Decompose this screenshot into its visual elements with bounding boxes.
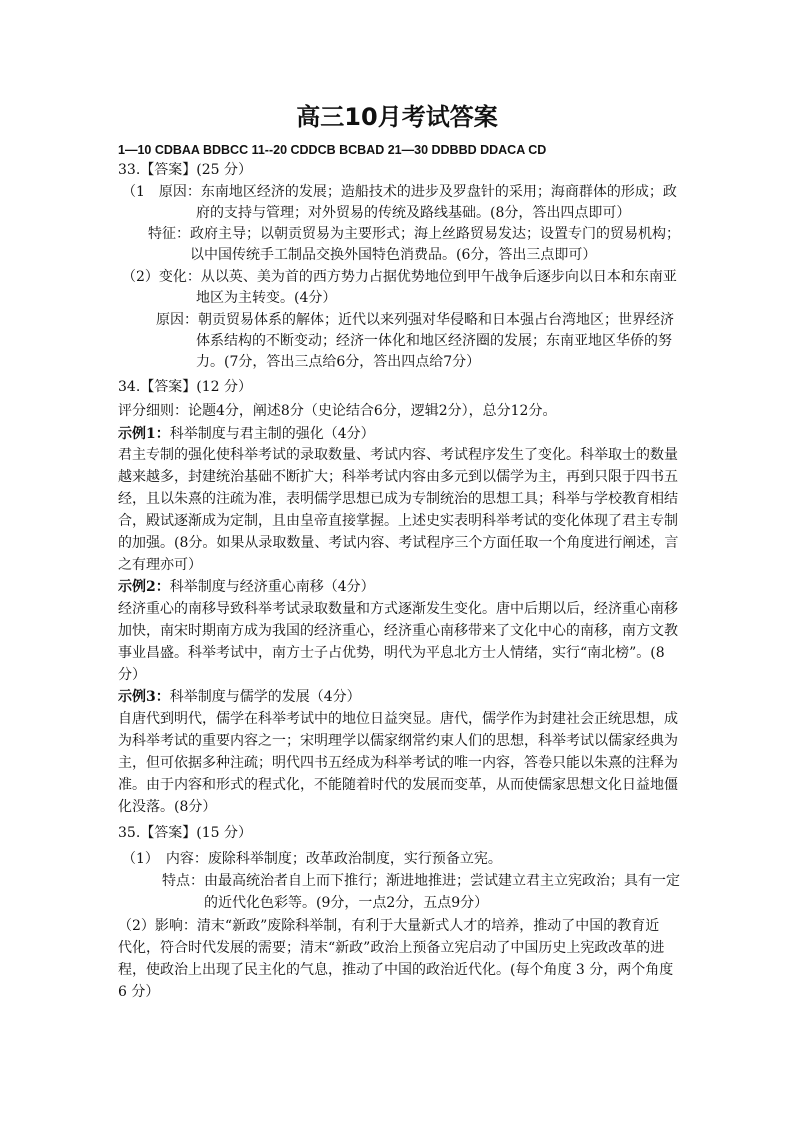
q33-line: 特征：政府主导；以朝贡贸易为主要形式；海上丝路贸易发达；设置专门的贸易机构；: [148, 226, 680, 242]
q34-example2-line: 经济重心的南移导致科举考试录取数量和方式逐渐发生变化。唐中后期以后，经济重心南移: [118, 601, 678, 617]
q35-line: （2）影响：清末“新政”废除科举制，有利于大量新式人才的培养，推动了中国的教育近: [118, 918, 660, 934]
q33-line: 力。(7分，答出三点给6分，答出四点给7分）: [196, 354, 481, 370]
example3-label: 示例3：: [118, 689, 170, 705]
multiple-choice-answer-key: 1—10 CDBAA BDBCC 11--20 CDDCB BCBAD 21—30 DDBBD DDACA CD: [118, 143, 547, 157]
q34-example1-line: 越来越多，封建统治基础不断扩大；科举考试内容由多元到以儒学为主，再到只限于四书五: [118, 469, 678, 485]
q35-line: 的近代化色彩等。(9分，一点2分，五点9分）: [204, 895, 489, 911]
q34-heading: 34.【答案】(12 分）: [118, 379, 252, 395]
q34-example2-line: 事业昌盛。科举考试中，南方士子占优势，明代为平息北方士人情绪，实行“南北榜”。(8: [118, 645, 665, 661]
q34-example3-line: 化没落。(8分）: [118, 799, 217, 815]
q35-line: 代化，符合时代发展的需要；清末“新政”政治上预备立宪启动了中国历史上宪政改革的进: [118, 940, 665, 956]
q34-example2-line: 加快，南宋时期南方成为我国的经济重心，经济重心南移带来了文化中心的南移，南方文教: [118, 623, 678, 639]
q33-line: 府的支持与管理；对外贸易的传统及路线基础。(8分，答出四点即可）: [196, 205, 631, 221]
q34-example2-heading: [118, 577, 375, 597]
q34-example1-line: 君主专制的强化使科举考试的录取数量、考试内容、考试程序发生了变化。科举取士的数量: [118, 447, 678, 463]
q35-heading: 35.【答案】(15 分）: [118, 825, 252, 841]
q33-line: 原因：朝贡贸易体系的解体；近代以来列强对华侵略和日本强占台湾地区；世界经济: [156, 312, 674, 328]
q33-heading: 33.【答案】(25 分）: [118, 162, 252, 178]
q34-example1-heading: [118, 424, 375, 444]
q33-line: 以中国传统手工制品交换外国特色消费品。(6分，答出三点即可）: [190, 247, 597, 263]
q33-line: 体系结构的不断变动；经济一体化和地区经济圈的发展；东南亚地区华侨的努: [196, 333, 672, 349]
q34-example3-line: 自唐代到明代，儒学在科举考试中的地位日益突显。唐代，儒学作为封建社会正统思想，成: [118, 711, 678, 727]
example2-label: 示例2：: [118, 579, 170, 595]
example1-label: 示例1：: [118, 426, 170, 442]
example1-title: 科举制度与君主制的强化（4分）: [169, 426, 375, 442]
q35-line: 特点：由最高统治者自上而下推行；渐进地推进；尝试建立君主立宪政治；具有一定: [162, 873, 680, 889]
example3-title: 科举制度与儒学的发展（4分）: [169, 689, 361, 705]
q34-scoring-rules: 评分细则：论题4分，阐述8分（史论结合6分，逻辑2分），总分12分。: [118, 403, 557, 419]
q34-example3-line: 准。由于内容和形式的程式化，不能随着时代的发展而变革，从而使儒家思想文化日益地僵: [118, 777, 678, 793]
q34-example1-line: 的加强。(8分。如果从录取数量、考试内容、考试程序三个方面任取一个角度进行阐述，言: [118, 535, 679, 551]
q35-line: 程，使政治上出现了民主化的气息，推动了中国的政治近代化。(每个角度 3 分，两个角度: [118, 962, 674, 978]
q34-example1-line: 经，且以朱熹的注疏为准，表明儒学思想已成为专制统治的思想工具；科举与学校教育相结: [118, 491, 678, 507]
example2-title: 科举制度与经济重心南移（4分）: [169, 579, 375, 595]
page-title: 高三10月考试答案: [296, 103, 498, 131]
q35-line: 6 分）: [118, 984, 160, 1000]
q34-example3-line: 为科举考试的重要内容之一；宋明理学以儒家纲常约束人们的思想，科举考试以儒家经典为: [118, 733, 678, 749]
q34-example3-heading: [118, 687, 361, 707]
q33-line: 地区为主转变。(4分）: [196, 290, 337, 306]
q33-line: （2）变化：从以英、美为首的西方势力占据优势地位到甲午战争后逐步向以日本和东南亚: [122, 269, 677, 285]
q34-example3-line: 主，但可依据多种注疏；明代四书五经成为科举考试的唯一内容，答卷只能以朱熹的注释为: [118, 755, 678, 771]
q34-example1-line: 之有理亦可）: [118, 557, 202, 573]
q35-line: （1） 内容：废除科举制度；改革政治制度，实行预备立宪。: [122, 851, 502, 867]
q33-line: （1 原因：东南地区经济的发展；造船技术的进步及罗盘针的采用；海商群体的形成；政: [122, 184, 677, 200]
q34-example2-line: 分）: [118, 667, 146, 683]
q34-example1-line: 合，殿试逐渐成为定制，且由皇帝直接掌握。上述史实表明科举考试的变化体现了君主专制: [118, 513, 678, 529]
